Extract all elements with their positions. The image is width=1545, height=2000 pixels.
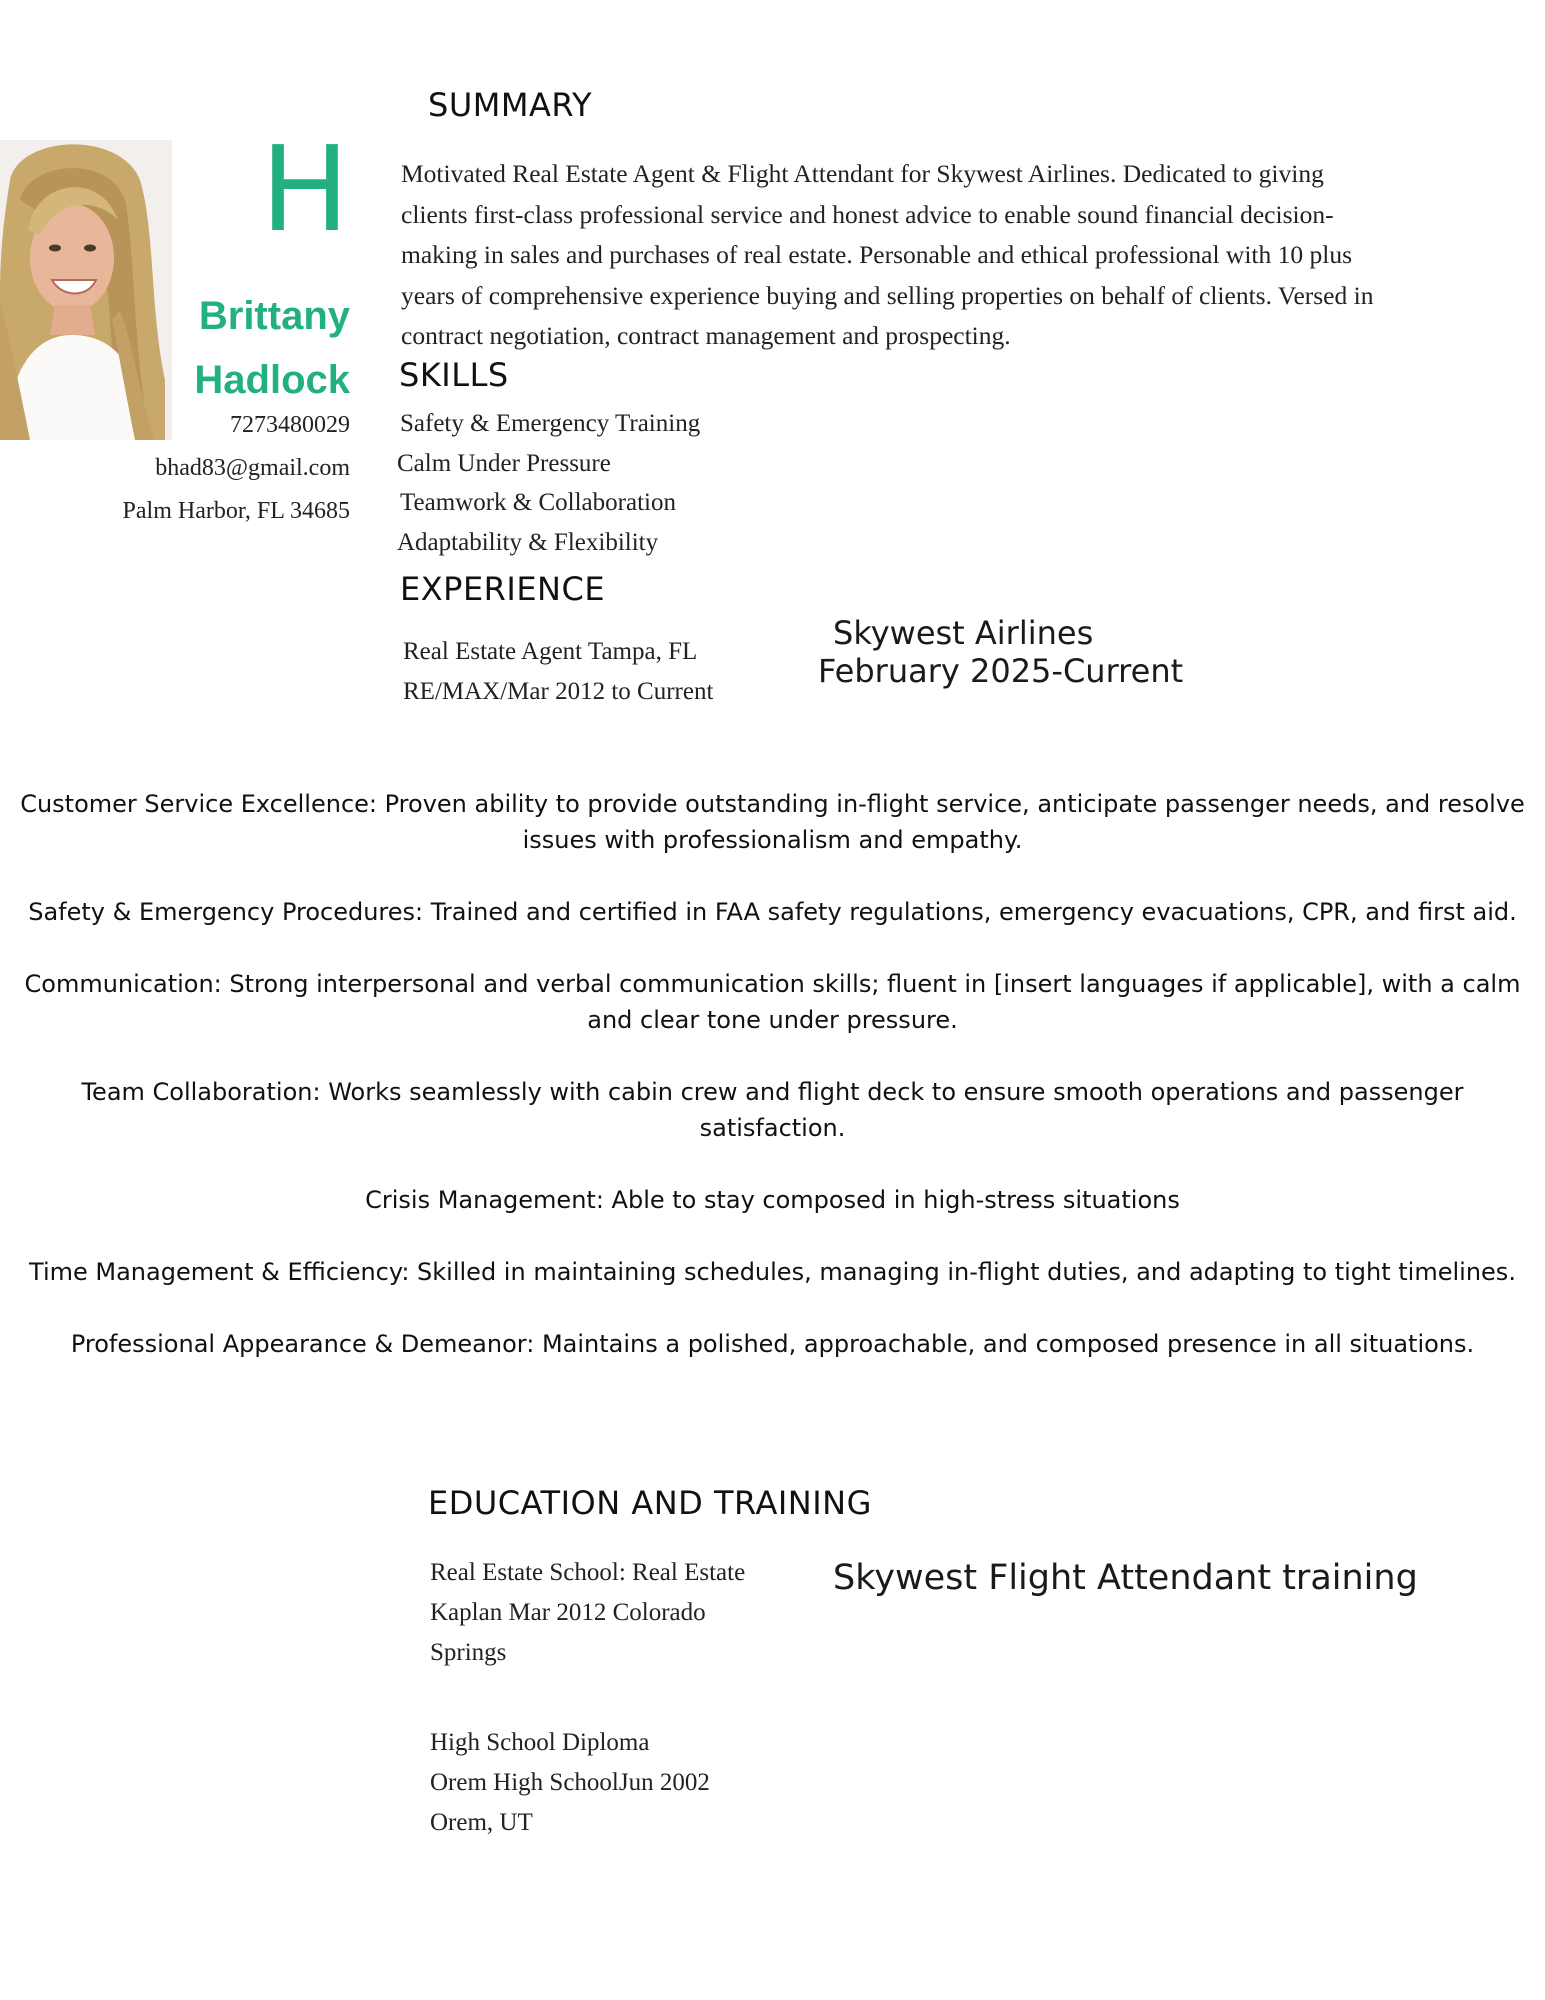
- training-entry: Skywest Flight Attendant training: [833, 1558, 1418, 1598]
- experience-heading: EXPERIENCE: [400, 570, 606, 608]
- full-name: [150, 284, 350, 412]
- location: Palm Harbor, FL 34685: [122, 498, 350, 524]
- skill-item: Calm Under Pressure: [397, 449, 611, 477]
- competency-item: Customer Service Excellence: Proven ability to provide outstanding in-flight service, anticipate passenger needs, and resolve issues with professionalism and empathy.: [20, 790, 1525, 854]
- education-line: Springs: [430, 1639, 507, 1666]
- education-heading: EDUCATION AND TRAINING: [428, 1484, 872, 1522]
- job-title: Real Estate Agent Tampa, FL: [403, 638, 698, 665]
- education-line: Orem, UT: [430, 1809, 533, 1836]
- summary-heading: SUMMARY: [428, 86, 593, 124]
- last-name: Hadlock: [194, 358, 350, 402]
- competency-item: Time Management & Efficiency: Skilled in maintaining schedules, managing in-flight duties, and adapting to tight timelines.: [29, 1258, 1516, 1286]
- email-address: bhad83@gmail.com: [155, 455, 350, 481]
- summary-line: years of comprehensive experience buying and selling properties on behalf of clients. Versed in: [401, 280, 1374, 310]
- competency-item: Communication: Strong interpersonal and verbal communication skills; fluent in [insert languages if applicable], with a calm and clear tone under pressure.: [24, 970, 1521, 1034]
- first-name: Brittany: [198, 294, 350, 338]
- skill-item: Safety & Emergency Training: [400, 410, 701, 437]
- job-employer-dates: RE/MAX/Mar 2012 to Current: [403, 678, 714, 705]
- competency-item: Team Collaboration: Works seamlessly with cabin crew and flight deck to ensure smooth operations and passenger satisfaction.: [81, 1078, 1464, 1142]
- competency-item: Crisis Management: Able to stay composed in high-stress situations: [365, 1186, 1180, 1214]
- education-line: Real Estate School: Real Estate: [430, 1559, 746, 1586]
- summary-line: contract negotiation, contract management and prospecting.: [401, 321, 1011, 350]
- portrait-image: [0, 140, 172, 440]
- summary-line: making in sales and purchases of real estate. Personable and ethical professional with 10 plus: [401, 240, 1353, 269]
- summary-text: [401, 154, 1481, 357]
- education-line: High School Diploma: [430, 1729, 650, 1756]
- competency-item: Safety & Emergency Procedures: Trained and certified in FAA safety regulations, emergency evacuations, CPR, and first aid.: [28, 898, 1517, 926]
- phone-number: 7273480029: [230, 412, 350, 438]
- competencies-list: [20, 786, 1525, 1398]
- skills-heading: SKILLS: [399, 356, 509, 394]
- summary-line: Motivated Real Estate Agent & Flight Attendant for Skywest Airlines. Dedicated to giving: [401, 159, 1324, 188]
- skills-list: [397, 404, 700, 562]
- competency-item: Professional Appearance & Demeanor: Maintains a polished, approachable, and composed presence in all situations.: [70, 1330, 1475, 1358]
- education-entry: [430, 1553, 745, 1673]
- skill-item: Adaptability & Flexibility: [397, 528, 659, 556]
- education-entry: [430, 1723, 710, 1843]
- profile-photo: [0, 140, 172, 440]
- monogram-initial: H: [260, 120, 350, 258]
- skill-item: Teamwork & Collaboration: [400, 489, 676, 516]
- job-company: Skywest Airlines: [833, 614, 1094, 652]
- education-line: Orem High SchoolJun 2002: [430, 1769, 710, 1796]
- job-dates: February 2025-Current: [818, 652, 1184, 690]
- summary-line: clients first-class professional service and honest advice to enable sound financial decision-: [401, 199, 1334, 229]
- experience-realestate: [403, 632, 713, 712]
- education-line: Kaplan Mar 2012 Colorado: [430, 1599, 706, 1626]
